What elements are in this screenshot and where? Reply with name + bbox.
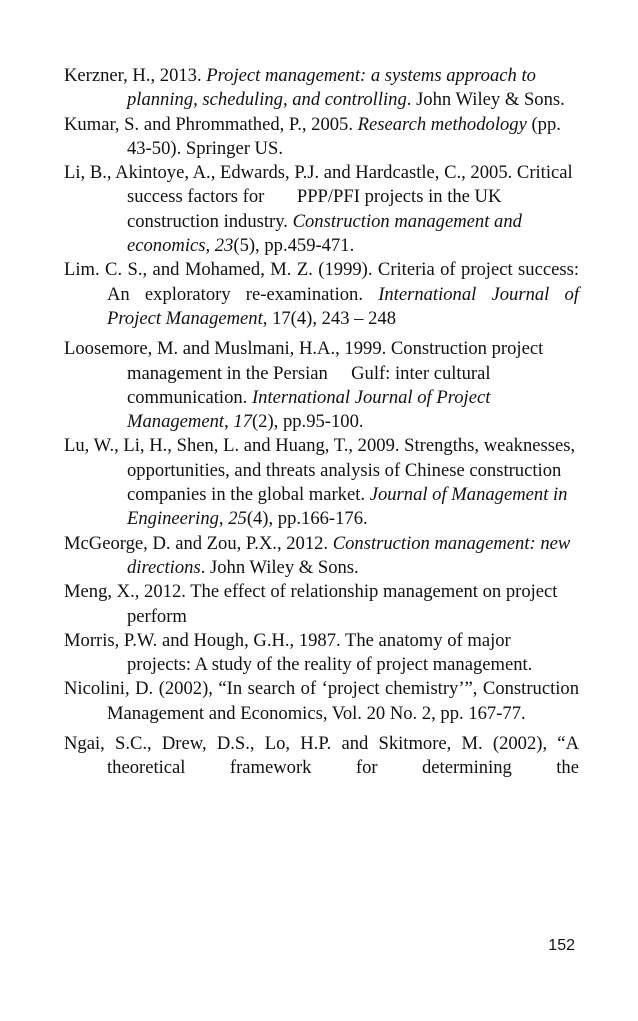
reference-text: McGeorge, D. and Zou, P.X., 2012. [64,532,333,554]
reference-italic-text: Journal of Management in Engineering [127,484,568,530]
reference-text: Lim. C. S., and Mohamed, M. Z. (1999). Criteria of project success: An exploratory re-examination. [64,259,579,305]
reference-text: Kerzner, H., 2013. [64,65,207,86]
reference-text: Morris, P.W. and Hough, G.H., 1987. The anatomy of major projects: A study of the reality of project management. [64,629,533,676]
reference-text: Li, B., Akintoye, A., Edwards, P.J. and Hardcastle, C., 2005. Critical success factors for PPP/PFI projects in the UK construction industry. [64,162,573,232]
reference-italic-text: Construction management and economics [127,210,522,257]
reference-text: . John Wiley & Sons. [200,556,359,578]
reference-entry [64,337,579,434]
reference-entry [64,161,579,258]
reference-entry [64,64,579,113]
reference-list [64,64,579,781]
reference-entry [64,113,579,162]
reference-italic-text: International Journal of Project Management [127,386,491,433]
reference-text: (4), pp.166-176. [246,508,368,530]
reference-text: , [205,235,215,257]
reference-text: (2), pp.95-100. [251,411,364,433]
reference-text: , 17(4), 243 – 248 [262,307,397,329]
reference-text: Meng, X., 2012. The effect of relationship management on project perform [64,581,558,627]
reference-text: Lu, W., Li, H., Shen, L. and Huang, T., 2009. Strengths, weaknesses, opportunities, and threats analysis of Chinese construction companies in the global market. [64,435,576,506]
reference-text: Kumar, S. and Phrommathed, P., 2005. [64,113,358,135]
reference-entry [64,258,579,331]
reference-text: Nicolini, D. (2002), “In search of ‘project chemistry’”, Construction Management and Economics, Vol. 20 No. 2, pp. 167-77. [64,678,579,724]
reference-italic-text: 23 [214,235,234,257]
reference-italic-text: 17 [233,411,252,433]
reference-italic-text: Project management: a systems approach to planning, scheduling, and controlling [127,65,536,111]
reference-text: Ngai, S.C., Drew, D.S., Lo, H.P. and Skitmore, M. (2002), “A theoretical framework for determining the [64,733,579,779]
reference-text: (5), pp.459-471. [233,235,355,257]
reference-italic-text: 25 [228,508,247,530]
reference-entry [64,677,579,726]
reference-text: . John Wiley & Sons. [406,89,565,111]
reference-entry [64,629,579,678]
reference-italic-text: International Journal of Project Management [107,283,579,329]
reference-entry [64,580,579,629]
page-number: 152 [548,937,575,954]
reference-entry [64,732,579,781]
reference-italic-text: Research methodology [357,113,527,135]
reference-text: Loosemore, M. and Muslmani, H.A., 1999. Construction project management in the Persian Gulf: inter cultural communication. [64,338,544,408]
reference-text: , [218,508,229,530]
reference-text: , [224,411,234,433]
reference-entry [64,532,579,581]
reference-text: (pp. 43-50). Springer US. [127,113,561,159]
reference-entry [64,434,579,531]
reference-italic-text: Construction management: new directions [127,532,571,578]
